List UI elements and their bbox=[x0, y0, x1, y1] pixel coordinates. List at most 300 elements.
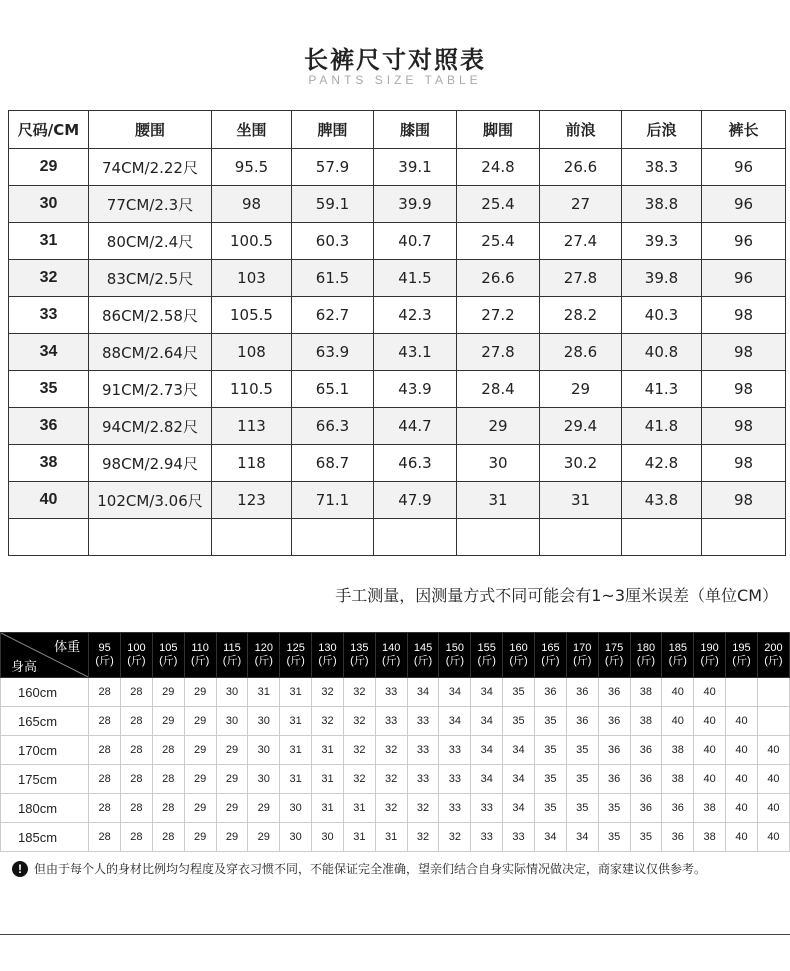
size-recommend-cell: 28 bbox=[152, 736, 184, 765]
size-recommend-cell: 28 bbox=[121, 678, 153, 707]
table-row bbox=[9, 260, 786, 297]
weight-value: 165 bbox=[541, 642, 560, 654]
size-recommend-cell: 31 bbox=[280, 678, 312, 707]
size-header-cell: 裤长 bbox=[702, 111, 786, 149]
size-recommend-cell: 28 bbox=[152, 823, 184, 852]
size-recommend-cell: 40 bbox=[662, 707, 694, 736]
weight-header-cell bbox=[280, 633, 312, 678]
size-recommend-cell: 34 bbox=[407, 678, 439, 707]
size-value-cell: 28.4 bbox=[457, 371, 540, 408]
size-recommend-cell: 31 bbox=[375, 823, 407, 852]
size-header-cell: 脚围 bbox=[457, 111, 540, 149]
size-recommend-cell: 32 bbox=[407, 794, 439, 823]
size-value-cell: 59.1 bbox=[292, 186, 374, 223]
table-row bbox=[1, 823, 790, 852]
weight-unit: (斤) bbox=[604, 655, 624, 667]
size-recommend-cell: 29 bbox=[216, 794, 248, 823]
size-value-cell: 28.6 bbox=[540, 334, 622, 371]
table-row bbox=[9, 297, 786, 334]
size-value-cell: 38.8 bbox=[622, 186, 702, 223]
size-value-cell: 63.9 bbox=[292, 334, 374, 371]
table-row bbox=[9, 482, 786, 519]
page-title: 长裤尺寸对照表 bbox=[304, 46, 486, 74]
size-recommend-cell: 29 bbox=[248, 794, 280, 823]
size-recommend-cell: 30 bbox=[280, 794, 312, 823]
size-recommend-cell: 28 bbox=[152, 794, 184, 823]
size-recommend-cell: 36 bbox=[630, 765, 662, 794]
weight-value: 135 bbox=[350, 642, 369, 654]
weight-unit: (斤) bbox=[732, 655, 751, 667]
weight-unit: (斤) bbox=[509, 655, 528, 667]
size-recommend-cell: 32 bbox=[375, 794, 407, 823]
size-recommend-cell: 36 bbox=[566, 707, 598, 736]
size-value-cell: 118 bbox=[212, 445, 292, 482]
size-recommend-cell: 29 bbox=[152, 678, 184, 707]
size-recommend-cell: 35 bbox=[503, 707, 535, 736]
empty-cell bbox=[540, 519, 622, 556]
size-recommend-cell: 28 bbox=[152, 765, 184, 794]
size-recommend-cell: 28 bbox=[89, 823, 121, 852]
size-recommend-cell: 35 bbox=[598, 823, 630, 852]
weight-header-cell bbox=[248, 633, 280, 678]
size-label-cell: 36 bbox=[9, 408, 89, 445]
size-recommend-cell: 32 bbox=[343, 765, 375, 794]
weight-value: 125 bbox=[286, 642, 305, 654]
weight-value: 140 bbox=[381, 642, 401, 654]
warning-icon: ! bbox=[12, 861, 28, 877]
weight-header-cell bbox=[534, 633, 566, 678]
weight-header-cell bbox=[726, 633, 758, 678]
size-value-cell: 28.2 bbox=[540, 297, 622, 334]
weight-header-cell bbox=[566, 633, 598, 678]
size-recommend-cell: 30 bbox=[216, 707, 248, 736]
page-subtitle: PANTS SIZE TABLE bbox=[308, 73, 482, 87]
size-recommend-cell: 40 bbox=[694, 707, 726, 736]
size-value-cell: 24.8 bbox=[457, 149, 540, 186]
size-label-cell: 31 bbox=[9, 223, 89, 260]
size-value-cell: 80CM/2.4尺 bbox=[89, 223, 212, 260]
weight-unit: (斤) bbox=[318, 655, 337, 667]
size-recommend-cell: 40 bbox=[694, 678, 726, 707]
weight-unit: (斤) bbox=[668, 655, 687, 667]
size-label-cell: 29 bbox=[9, 149, 89, 186]
weight-value: 130 bbox=[318, 642, 337, 654]
size-recommend-cell: 38 bbox=[630, 678, 662, 707]
size-recommend-cell: 34 bbox=[471, 765, 503, 794]
weight-unit: (斤) bbox=[382, 655, 401, 667]
size-recommend-cell: 29 bbox=[184, 823, 216, 852]
table-row bbox=[9, 371, 786, 408]
size-value-cell: 96 bbox=[702, 260, 786, 297]
size-value-cell: 27.8 bbox=[540, 260, 622, 297]
weight-value: 115 bbox=[223, 642, 241, 654]
size-recommend-cell: 38 bbox=[694, 794, 726, 823]
weight-header-cell bbox=[694, 633, 726, 678]
weight-unit: (斤) bbox=[636, 655, 656, 667]
empty-cell bbox=[212, 519, 292, 556]
size-recommend-cell: 32 bbox=[375, 736, 407, 765]
empty-cell bbox=[457, 519, 540, 556]
size-recommend-cell: 33 bbox=[439, 765, 471, 794]
size-recommend-cell: 28 bbox=[121, 707, 153, 736]
weight-header-cell bbox=[152, 633, 184, 678]
size-recommend-cell: 33 bbox=[407, 707, 439, 736]
size-value-cell: 29.4 bbox=[540, 408, 622, 445]
size-recommend-cell: 36 bbox=[598, 765, 630, 794]
size-recommend-cell: 38 bbox=[662, 765, 694, 794]
size-recommend-cell: 34 bbox=[503, 765, 535, 794]
size-recommend-cell: 28 bbox=[121, 736, 153, 765]
size-recommend-cell: 33 bbox=[375, 678, 407, 707]
size-label-cell: 32 bbox=[9, 260, 89, 297]
size-value-cell: 27 bbox=[540, 186, 622, 223]
weight-value: 200 bbox=[764, 642, 783, 654]
size-recommend-cell: 32 bbox=[343, 707, 375, 736]
size-header-cell: 前浪 bbox=[540, 111, 622, 149]
size-value-cell: 57.9 bbox=[292, 149, 374, 186]
size-value-cell: 96 bbox=[702, 149, 786, 186]
size-recommend-cell: 32 bbox=[343, 736, 375, 765]
weight-value: 95 bbox=[98, 642, 111, 654]
empty-cell bbox=[292, 519, 374, 556]
size-recommend-cell: 30 bbox=[248, 765, 280, 794]
size-recommend-cell: 30 bbox=[312, 823, 344, 852]
size-recommend-cell: 32 bbox=[343, 678, 375, 707]
size-value-cell: 65.1 bbox=[292, 371, 374, 408]
size-recommend-cell: 29 bbox=[216, 765, 248, 794]
size-value-cell: 91CM/2.73尺 bbox=[89, 371, 212, 408]
size-recommend-cell: 33 bbox=[471, 823, 503, 852]
table-row bbox=[9, 186, 786, 223]
empty-cell bbox=[89, 519, 212, 556]
size-value-cell: 98 bbox=[702, 408, 786, 445]
size-value-cell: 102CM/3.06尺 bbox=[89, 482, 212, 519]
table-row bbox=[1, 678, 790, 707]
size-value-cell: 40.8 bbox=[622, 334, 702, 371]
size-value-cell: 94CM/2.82尺 bbox=[89, 408, 212, 445]
size-value-cell: 39.8 bbox=[622, 260, 702, 297]
pants-size-table bbox=[8, 110, 786, 556]
size-value-cell: 71.1 bbox=[292, 482, 374, 519]
size-recommend-cell: 36 bbox=[662, 823, 694, 852]
size-value-cell: 110.5 bbox=[212, 371, 292, 408]
size-value-cell: 42.8 bbox=[622, 445, 702, 482]
size-value-cell: 38.3 bbox=[622, 149, 702, 186]
weight-value: 185 bbox=[668, 642, 687, 654]
size-recommend-cell: 40 bbox=[726, 707, 758, 736]
size-recommend-cell: 32 bbox=[439, 823, 471, 852]
weight-header-cell bbox=[503, 633, 535, 678]
weight-unit: (斤) bbox=[477, 655, 496, 667]
size-value-cell: 31 bbox=[457, 482, 540, 519]
table-row bbox=[1, 736, 790, 765]
size-recommend-cell: 35 bbox=[503, 678, 535, 707]
size-recommend-cell: 31 bbox=[280, 707, 312, 736]
weight-header-cell bbox=[216, 633, 248, 678]
size-value-cell: 113 bbox=[212, 408, 292, 445]
size-value-cell: 46.3 bbox=[374, 445, 457, 482]
size-recommend-cell: 40 bbox=[726, 765, 758, 794]
weight-table-header bbox=[1, 633, 790, 678]
size-recommend-cell: 28 bbox=[121, 765, 153, 794]
size-recommend-cell: 40 bbox=[726, 794, 758, 823]
size-recommend-cell bbox=[757, 707, 789, 736]
size-recommend-cell: 31 bbox=[248, 678, 280, 707]
table-row bbox=[9, 445, 786, 482]
size-recommend-cell: 32 bbox=[407, 823, 439, 852]
weight-unit: (斤) bbox=[190, 655, 210, 667]
size-recommend-cell: 40 bbox=[694, 765, 726, 794]
size-value-cell: 39.9 bbox=[374, 186, 457, 223]
size-recommend-cell: 28 bbox=[121, 823, 153, 852]
size-recommend-cell: 40 bbox=[662, 678, 694, 707]
size-table-body bbox=[9, 149, 786, 556]
size-recommend-cell: 29 bbox=[184, 707, 216, 736]
size-recommend-cell: 40 bbox=[694, 736, 726, 765]
weight-header-cell bbox=[343, 633, 375, 678]
size-recommend-cell: 33 bbox=[471, 794, 503, 823]
size-recommend-cell: 31 bbox=[343, 794, 375, 823]
weight-height-table bbox=[0, 632, 790, 852]
corner-weight-label: 体重 bbox=[54, 639, 81, 654]
empty-cell bbox=[622, 519, 702, 556]
size-recommend-cell: 29 bbox=[248, 823, 280, 852]
weight-unit: (斤) bbox=[350, 655, 369, 667]
size-recommend-cell: 31 bbox=[312, 736, 344, 765]
size-recommend-cell: 35 bbox=[566, 794, 598, 823]
size-recommend-cell: 29 bbox=[184, 736, 216, 765]
weight-unit: (斤) bbox=[541, 655, 560, 667]
table-row-empty bbox=[9, 519, 786, 556]
size-header-cell: 膝围 bbox=[374, 111, 457, 149]
size-recommend-cell: 38 bbox=[662, 736, 694, 765]
size-value-cell: 108 bbox=[212, 334, 292, 371]
size-recommend-cell: 36 bbox=[534, 678, 566, 707]
size-value-cell: 47.9 bbox=[374, 482, 457, 519]
size-recommend-cell: 34 bbox=[503, 736, 535, 765]
corner-height-label: 身高 bbox=[11, 659, 38, 674]
size-recommend-cell: 32 bbox=[312, 678, 344, 707]
size-recommend-cell: 29 bbox=[216, 736, 248, 765]
bottom-divider bbox=[0, 934, 790, 935]
size-label-cell: 35 bbox=[9, 371, 89, 408]
size-value-cell: 27.8 bbox=[457, 334, 540, 371]
size-recommend-cell: 35 bbox=[534, 707, 566, 736]
size-recommend-cell: 35 bbox=[630, 823, 662, 852]
table-row bbox=[1, 765, 790, 794]
size-value-cell: 39.1 bbox=[374, 149, 457, 186]
size-value-cell: 98 bbox=[212, 186, 292, 223]
size-recommend-cell: 40 bbox=[757, 823, 789, 852]
size-header-cell: 脾围 bbox=[292, 111, 374, 149]
weight-unit: (斤) bbox=[222, 655, 242, 667]
size-label-cell: 38 bbox=[9, 445, 89, 482]
size-recommend-cell: 35 bbox=[566, 736, 598, 765]
weight-header-cell bbox=[375, 633, 407, 678]
weight-value: 180 bbox=[636, 642, 656, 654]
size-recommend-cell: 31 bbox=[343, 823, 375, 852]
size-value-cell: 29 bbox=[457, 408, 540, 445]
size-value-cell: 105.5 bbox=[212, 297, 292, 334]
size-recommend-cell: 38 bbox=[630, 707, 662, 736]
size-header-cell: 后浪 bbox=[622, 111, 702, 149]
size-value-cell: 41.3 bbox=[622, 371, 702, 408]
weight-header-cell bbox=[407, 633, 439, 678]
size-value-cell: 61.5 bbox=[292, 260, 374, 297]
weight-header-cell bbox=[598, 633, 630, 678]
size-value-cell: 96 bbox=[702, 223, 786, 260]
weight-unit: (斤) bbox=[445, 655, 465, 667]
size-value-cell: 43.1 bbox=[374, 334, 457, 371]
size-value-cell: 96 bbox=[702, 186, 786, 223]
size-recommend-cell: 30 bbox=[248, 736, 280, 765]
size-recommend-cell: 28 bbox=[121, 794, 153, 823]
size-value-cell: 66.3 bbox=[292, 408, 374, 445]
size-value-cell: 44.7 bbox=[374, 408, 457, 445]
size-recommend-cell: 36 bbox=[630, 736, 662, 765]
table-corner bbox=[1, 633, 89, 678]
size-value-cell: 41.5 bbox=[374, 260, 457, 297]
measure-note: 手工测量，因测量方式不同可能会有1~3厘米误差（单位CM） bbox=[335, 586, 778, 605]
weight-unit: (斤) bbox=[413, 655, 433, 667]
size-recommend-cell: 36 bbox=[566, 678, 598, 707]
weight-unit: (斤) bbox=[573, 655, 592, 667]
size-value-cell: 103 bbox=[212, 260, 292, 297]
size-value-cell: 74CM/2.22尺 bbox=[89, 149, 212, 186]
weight-value: 150 bbox=[445, 642, 465, 654]
size-recommend-cell bbox=[757, 678, 789, 707]
weight-unit: (斤) bbox=[286, 655, 305, 667]
height-label-cell: 170cm bbox=[1, 736, 89, 765]
disclaimer bbox=[12, 860, 706, 877]
size-value-cell: 27.2 bbox=[457, 297, 540, 334]
size-recommend-cell: 35 bbox=[534, 765, 566, 794]
weight-value: 100 bbox=[127, 642, 146, 654]
size-recommend-cell: 30 bbox=[248, 707, 280, 736]
size-recommend-cell bbox=[726, 678, 758, 707]
height-label-cell: 165cm bbox=[1, 707, 89, 736]
size-recommend-cell: 31 bbox=[280, 736, 312, 765]
size-recommend-cell: 36 bbox=[662, 794, 694, 823]
weight-unit: (斤) bbox=[127, 655, 146, 667]
weight-unit: (斤) bbox=[764, 655, 783, 667]
size-recommend-cell: 35 bbox=[534, 736, 566, 765]
size-recommend-cell: 34 bbox=[534, 823, 566, 852]
height-label-cell: 160cm bbox=[1, 678, 89, 707]
size-value-cell: 27.4 bbox=[540, 223, 622, 260]
size-value-cell: 30 bbox=[457, 445, 540, 482]
weight-header-cell bbox=[89, 633, 121, 678]
weight-value: 175 bbox=[604, 642, 624, 654]
table-row bbox=[9, 408, 786, 445]
size-label-cell: 34 bbox=[9, 334, 89, 371]
size-recommend-cell: 36 bbox=[598, 678, 630, 707]
size-recommend-cell: 32 bbox=[375, 765, 407, 794]
size-recommend-cell: 34 bbox=[471, 707, 503, 736]
table-row bbox=[9, 334, 786, 371]
size-recommend-cell: 31 bbox=[312, 794, 344, 823]
weight-value: 170 bbox=[573, 642, 592, 654]
size-recommend-cell: 29 bbox=[152, 707, 184, 736]
size-value-cell: 98CM/2.94尺 bbox=[89, 445, 212, 482]
size-value-cell: 31 bbox=[540, 482, 622, 519]
weight-value: 145 bbox=[413, 642, 433, 654]
weight-value: 190 bbox=[700, 642, 719, 654]
weight-unit: (斤) bbox=[95, 655, 114, 667]
weight-unit: (斤) bbox=[159, 655, 178, 667]
size-value-cell: 40.3 bbox=[622, 297, 702, 334]
size-recommend-cell: 28 bbox=[89, 736, 121, 765]
size-recommend-cell: 40 bbox=[726, 823, 758, 852]
size-recommend-cell: 34 bbox=[471, 736, 503, 765]
size-recommend-cell: 34 bbox=[471, 678, 503, 707]
size-recommend-cell: 30 bbox=[280, 823, 312, 852]
table-row bbox=[9, 149, 786, 186]
size-recommend-cell: 31 bbox=[312, 765, 344, 794]
size-value-cell: 29 bbox=[540, 371, 622, 408]
disclaimer-text: 但由于每个人的身材比例均匀程度及穿衣习惯不同，不能保证完全准确，望亲们结合自身实际情况做决定，商家建议仅供参考。 bbox=[34, 862, 707, 876]
size-recommend-cell: 31 bbox=[280, 765, 312, 794]
size-recommend-cell: 33 bbox=[439, 794, 471, 823]
size-value-cell: 62.7 bbox=[292, 297, 374, 334]
size-recommend-cell: 29 bbox=[184, 678, 216, 707]
size-value-cell: 25.4 bbox=[457, 186, 540, 223]
size-recommend-cell: 35 bbox=[534, 794, 566, 823]
size-value-cell: 88CM/2.64尺 bbox=[89, 334, 212, 371]
size-recommend-cell: 33 bbox=[407, 765, 439, 794]
size-recommend-cell: 28 bbox=[89, 707, 121, 736]
size-recommend-cell: 36 bbox=[630, 794, 662, 823]
size-value-cell: 98 bbox=[702, 297, 786, 334]
size-recommend-cell: 34 bbox=[503, 794, 535, 823]
size-recommend-cell: 34 bbox=[439, 678, 471, 707]
size-value-cell: 98 bbox=[702, 371, 786, 408]
size-recommend-cell: 33 bbox=[375, 707, 407, 736]
size-value-cell: 26.6 bbox=[540, 149, 622, 186]
size-value-cell: 43.8 bbox=[622, 482, 702, 519]
size-value-cell: 83CM/2.5尺 bbox=[89, 260, 212, 297]
size-value-cell: 77CM/2.3尺 bbox=[89, 186, 212, 223]
height-label-cell: 185cm bbox=[1, 823, 89, 852]
size-value-cell: 98 bbox=[702, 482, 786, 519]
size-recommend-cell: 36 bbox=[598, 707, 630, 736]
size-label-cell: 40 bbox=[9, 482, 89, 519]
size-recommend-cell: 29 bbox=[184, 794, 216, 823]
size-recommend-cell: 33 bbox=[503, 823, 535, 852]
size-value-cell: 43.9 bbox=[374, 371, 457, 408]
weight-header-cell bbox=[471, 633, 503, 678]
size-value-cell: 100.5 bbox=[212, 223, 292, 260]
size-recommend-cell: 40 bbox=[726, 736, 758, 765]
table-row bbox=[1, 794, 790, 823]
size-value-cell: 60.3 bbox=[292, 223, 374, 260]
empty-cell bbox=[9, 519, 89, 556]
size-header-cell: 腰围 bbox=[89, 111, 212, 149]
size-value-cell: 39.3 bbox=[622, 223, 702, 260]
weight-header-cell bbox=[757, 633, 789, 678]
size-recommend-cell: 34 bbox=[439, 707, 471, 736]
size-recommend-cell: 30 bbox=[216, 678, 248, 707]
size-value-cell: 40.7 bbox=[374, 223, 457, 260]
size-table-header bbox=[9, 111, 786, 149]
weight-unit: (斤) bbox=[700, 655, 719, 667]
size-value-cell: 123 bbox=[212, 482, 292, 519]
size-label-cell: 30 bbox=[9, 186, 89, 223]
size-recommend-cell: 28 bbox=[89, 765, 121, 794]
size-recommend-cell: 32 bbox=[312, 707, 344, 736]
size-value-cell: 30.2 bbox=[540, 445, 622, 482]
size-recommend-cell: 28 bbox=[89, 678, 121, 707]
